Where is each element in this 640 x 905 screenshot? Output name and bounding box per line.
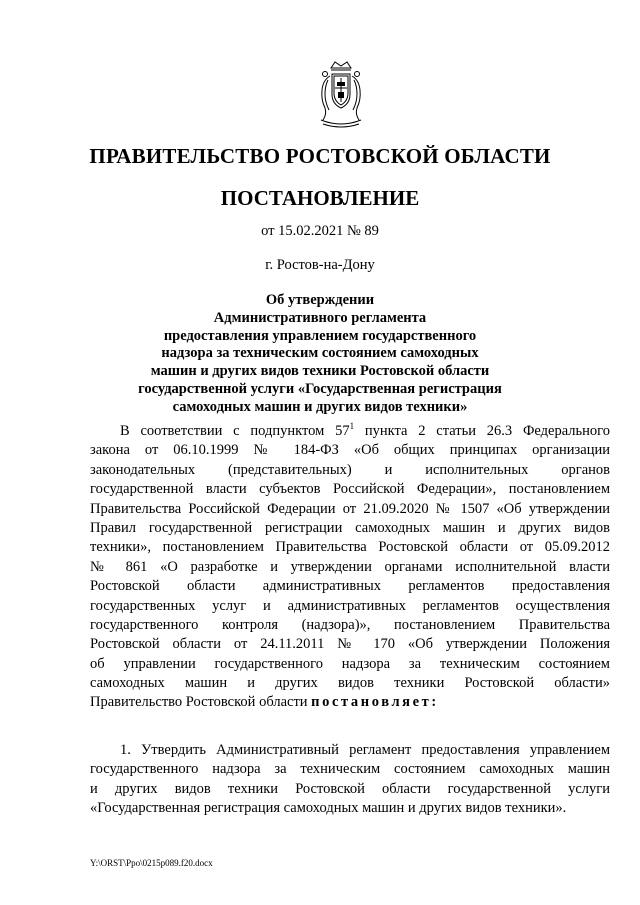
paragraph-line: Правительства Российской Федерации от 21.09.2020 № 1507 «Об утверждении xyxy=(90,500,610,517)
paragraph-line: Правил государственной регистрации самоходных машин и других видов xyxy=(90,519,610,536)
paragraph-line: законодательных (представительных) и исполнительных органов xyxy=(90,461,610,478)
paragraph-line: 1. Утвердить Административный регламент предоставления управлением xyxy=(120,742,610,758)
paragraph-line: государственной власти субъектов Российской Федерации», постановлением xyxy=(90,481,610,498)
clause-1-paragraph xyxy=(90,741,610,819)
paragraph-line: закона от 06.10.1999 № 184-ФЗ «Об общих принципах организации xyxy=(90,442,610,459)
paragraph-line: Ростовской области административных регламентов предоставления xyxy=(90,578,610,595)
paragraph-text: пункта 2 статьи 26.3 Федерального xyxy=(354,423,610,439)
date-number: от 15.02.2021 № 89 xyxy=(261,223,379,239)
paragraph-line xyxy=(90,422,610,441)
paragraph-line: и других видов техники Ростовской области государственной услуги xyxy=(90,780,610,797)
paragraph-line: об управлении государственного надзора за техническим состоянием xyxy=(90,655,610,672)
heading-line: надзора за техническим состоянием самоходных xyxy=(161,345,479,362)
heading-line: предоставления управлением государственного xyxy=(163,327,477,344)
paragraph-line: самоходных машин и других видов техники Ростовской области» xyxy=(90,675,610,692)
heading-line: Административного регламента xyxy=(213,309,427,326)
heading-line: самоходных машин и других видов техники» xyxy=(172,398,468,415)
heading-line: государственной услуги «Государственная регистрация xyxy=(138,380,502,397)
heading-line: машин и других видов техники Ростовской области xyxy=(150,363,490,380)
paragraph-text: Правительство Ростовской области xyxy=(90,694,312,711)
paragraph-line: государственного надзора за техническим состоянием самоходных машин xyxy=(90,761,610,778)
heading-line: Об утверждении xyxy=(265,292,375,308)
organization-title: ПРАВИТЕЛЬСТВО РОСТОВСКОЙ ОБЛАСТИ xyxy=(89,144,551,168)
paragraph-line: № 861 «О разработке и утверждении органами исполнительной власти xyxy=(90,558,610,575)
city: г. Ростов-на-Дону xyxy=(265,257,375,273)
file-path-footer: Y:\ORST\Ppo\0215p089.f20.docx xyxy=(90,858,213,868)
paragraph-text: В соответствии с подпунктом 57 xyxy=(120,423,350,439)
coat-of-arms-icon xyxy=(313,58,369,128)
resolves-word: постановляет: xyxy=(311,694,439,711)
document-type: ПОСТАНОВЛЕНИЕ xyxy=(220,186,420,210)
paragraph-line: «Государственная регистрация самоходных машин и других видов техники». xyxy=(90,800,567,817)
paragraph-line: техники», постановлением Правительства Ростовской области от 05.09.2012 xyxy=(90,539,610,556)
preamble-paragraph xyxy=(90,422,610,713)
superscript: 1 xyxy=(349,421,355,432)
document-heading xyxy=(0,292,640,417)
paragraph-line xyxy=(90,693,610,712)
paragraph-line: государственного контроля (надзора)», постановлением Правительства xyxy=(90,616,610,633)
paragraph-line: государственных услуг и административных регламентов осуществления xyxy=(90,597,610,614)
paragraph-line: Ростовской области от 24.11.2011 № 170 «Об утверждении Положения xyxy=(90,636,610,653)
